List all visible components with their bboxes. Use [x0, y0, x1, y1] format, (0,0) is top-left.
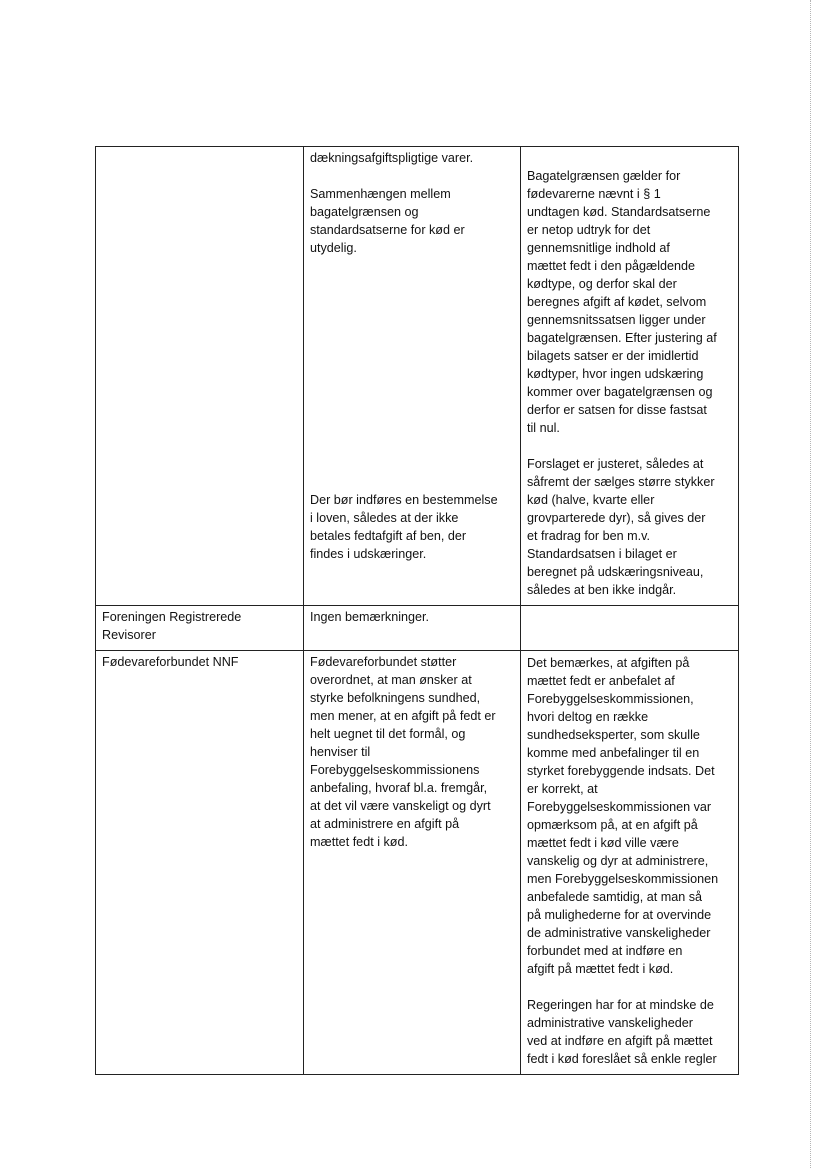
organization-cell	[96, 606, 304, 651]
organization-cell	[96, 147, 304, 606]
table-row	[96, 651, 739, 1075]
comment-cell	[304, 606, 521, 651]
comment-paragraph: Ingen bemærkninger.	[310, 610, 430, 624]
response-paragraph: Regeringen har for at mindske de administrative vanskeligheder ved at indføre en afgift på mættet fedt i kød foreslået så enkle regler	[527, 998, 717, 1066]
response-paragraph: Bagatelgrænsen gælder for fødevarerne nævnt i § 1 undtagen kød. Standardsatserne er netop udtryk for det gennemsnitlige indhold af mættet fedt i den pågældende kødtype, og derfor skal der beregnes afgift af kødet, selvom gennemsnitssatsen ligger under bagatelgrænsen. Efter justering af bilagets satser er der imidlertid kødtyper, hvor ingen udskæring kommer over bagatelgrænsen og derfor er satsen for disse fastsat til nul.	[527, 169, 717, 435]
response-paragraph: Forslaget er justeret, således at såfremt der sælges større stykker kød (halve, kvarte eller grovparterede dyr), så gives der et fradrag for ben m.v. Standardsatsen i bilaget er beregnet på udskæringsniveau, således at ben ikke indgår.	[527, 457, 715, 597]
scan-edge	[809, 0, 811, 1168]
comment-paragraph: dækningsafgiftspligtige varer.	[310, 151, 474, 165]
table-row	[96, 606, 739, 651]
response-paragraph: Det bemærkes, at afgiften på mættet fedt er anbefalet af Forebyggelseskommissionen, hvori deltog en række sundhedseksperter, som skulle komme med anbefalinger til en styrket forebyggende indsats. Det er korrekt, at Forebyggelseskommissionen var opmærksom på, at en afgift på mættet fedt i kød ville være vanskelig og dyr at administrere, men Forebyggelseskommissionen anbefalede samtidig, at man så på mulighederne for at overvinde de administrative vanskeligheder forbundet med at indføre en afgift på mættet fedt i kød.	[527, 656, 719, 976]
comment-cell	[304, 651, 521, 1075]
organization-name: Fødevareforbundet NNF	[102, 655, 239, 669]
organization-cell	[96, 651, 304, 1075]
organization-name: Foreningen Registrerede Revisorer	[102, 610, 242, 642]
response-cell	[521, 147, 739, 606]
hearing-response-table	[95, 146, 739, 1075]
comment-cell	[304, 147, 521, 606]
table-row	[96, 147, 739, 606]
response-cell	[521, 651, 739, 1075]
comment-paragraph: Fødevareforbundet støtter overordnet, at man ønsker at styrke befolkningens sundhed, men mener, at en afgift på fedt er helt uegnet til det formål, og henviser til Forebyggelseskommissionens anbefaling, hvoraf bl.a. fremgår, at det vil være vanskeligt og dyrt at administrere en afgift på mættet fedt i kød.	[310, 655, 496, 849]
comment-paragraph: Der bør indføres en bestemmelse i loven, således at der ikke betales fedtafgift af ben, der findes i udskæringer.	[310, 493, 498, 561]
response-cell	[521, 606, 739, 651]
comment-paragraph: Sammenhængen mellem bagatelgrænsen og standardsatserne for kød er utydelig.	[310, 187, 465, 255]
